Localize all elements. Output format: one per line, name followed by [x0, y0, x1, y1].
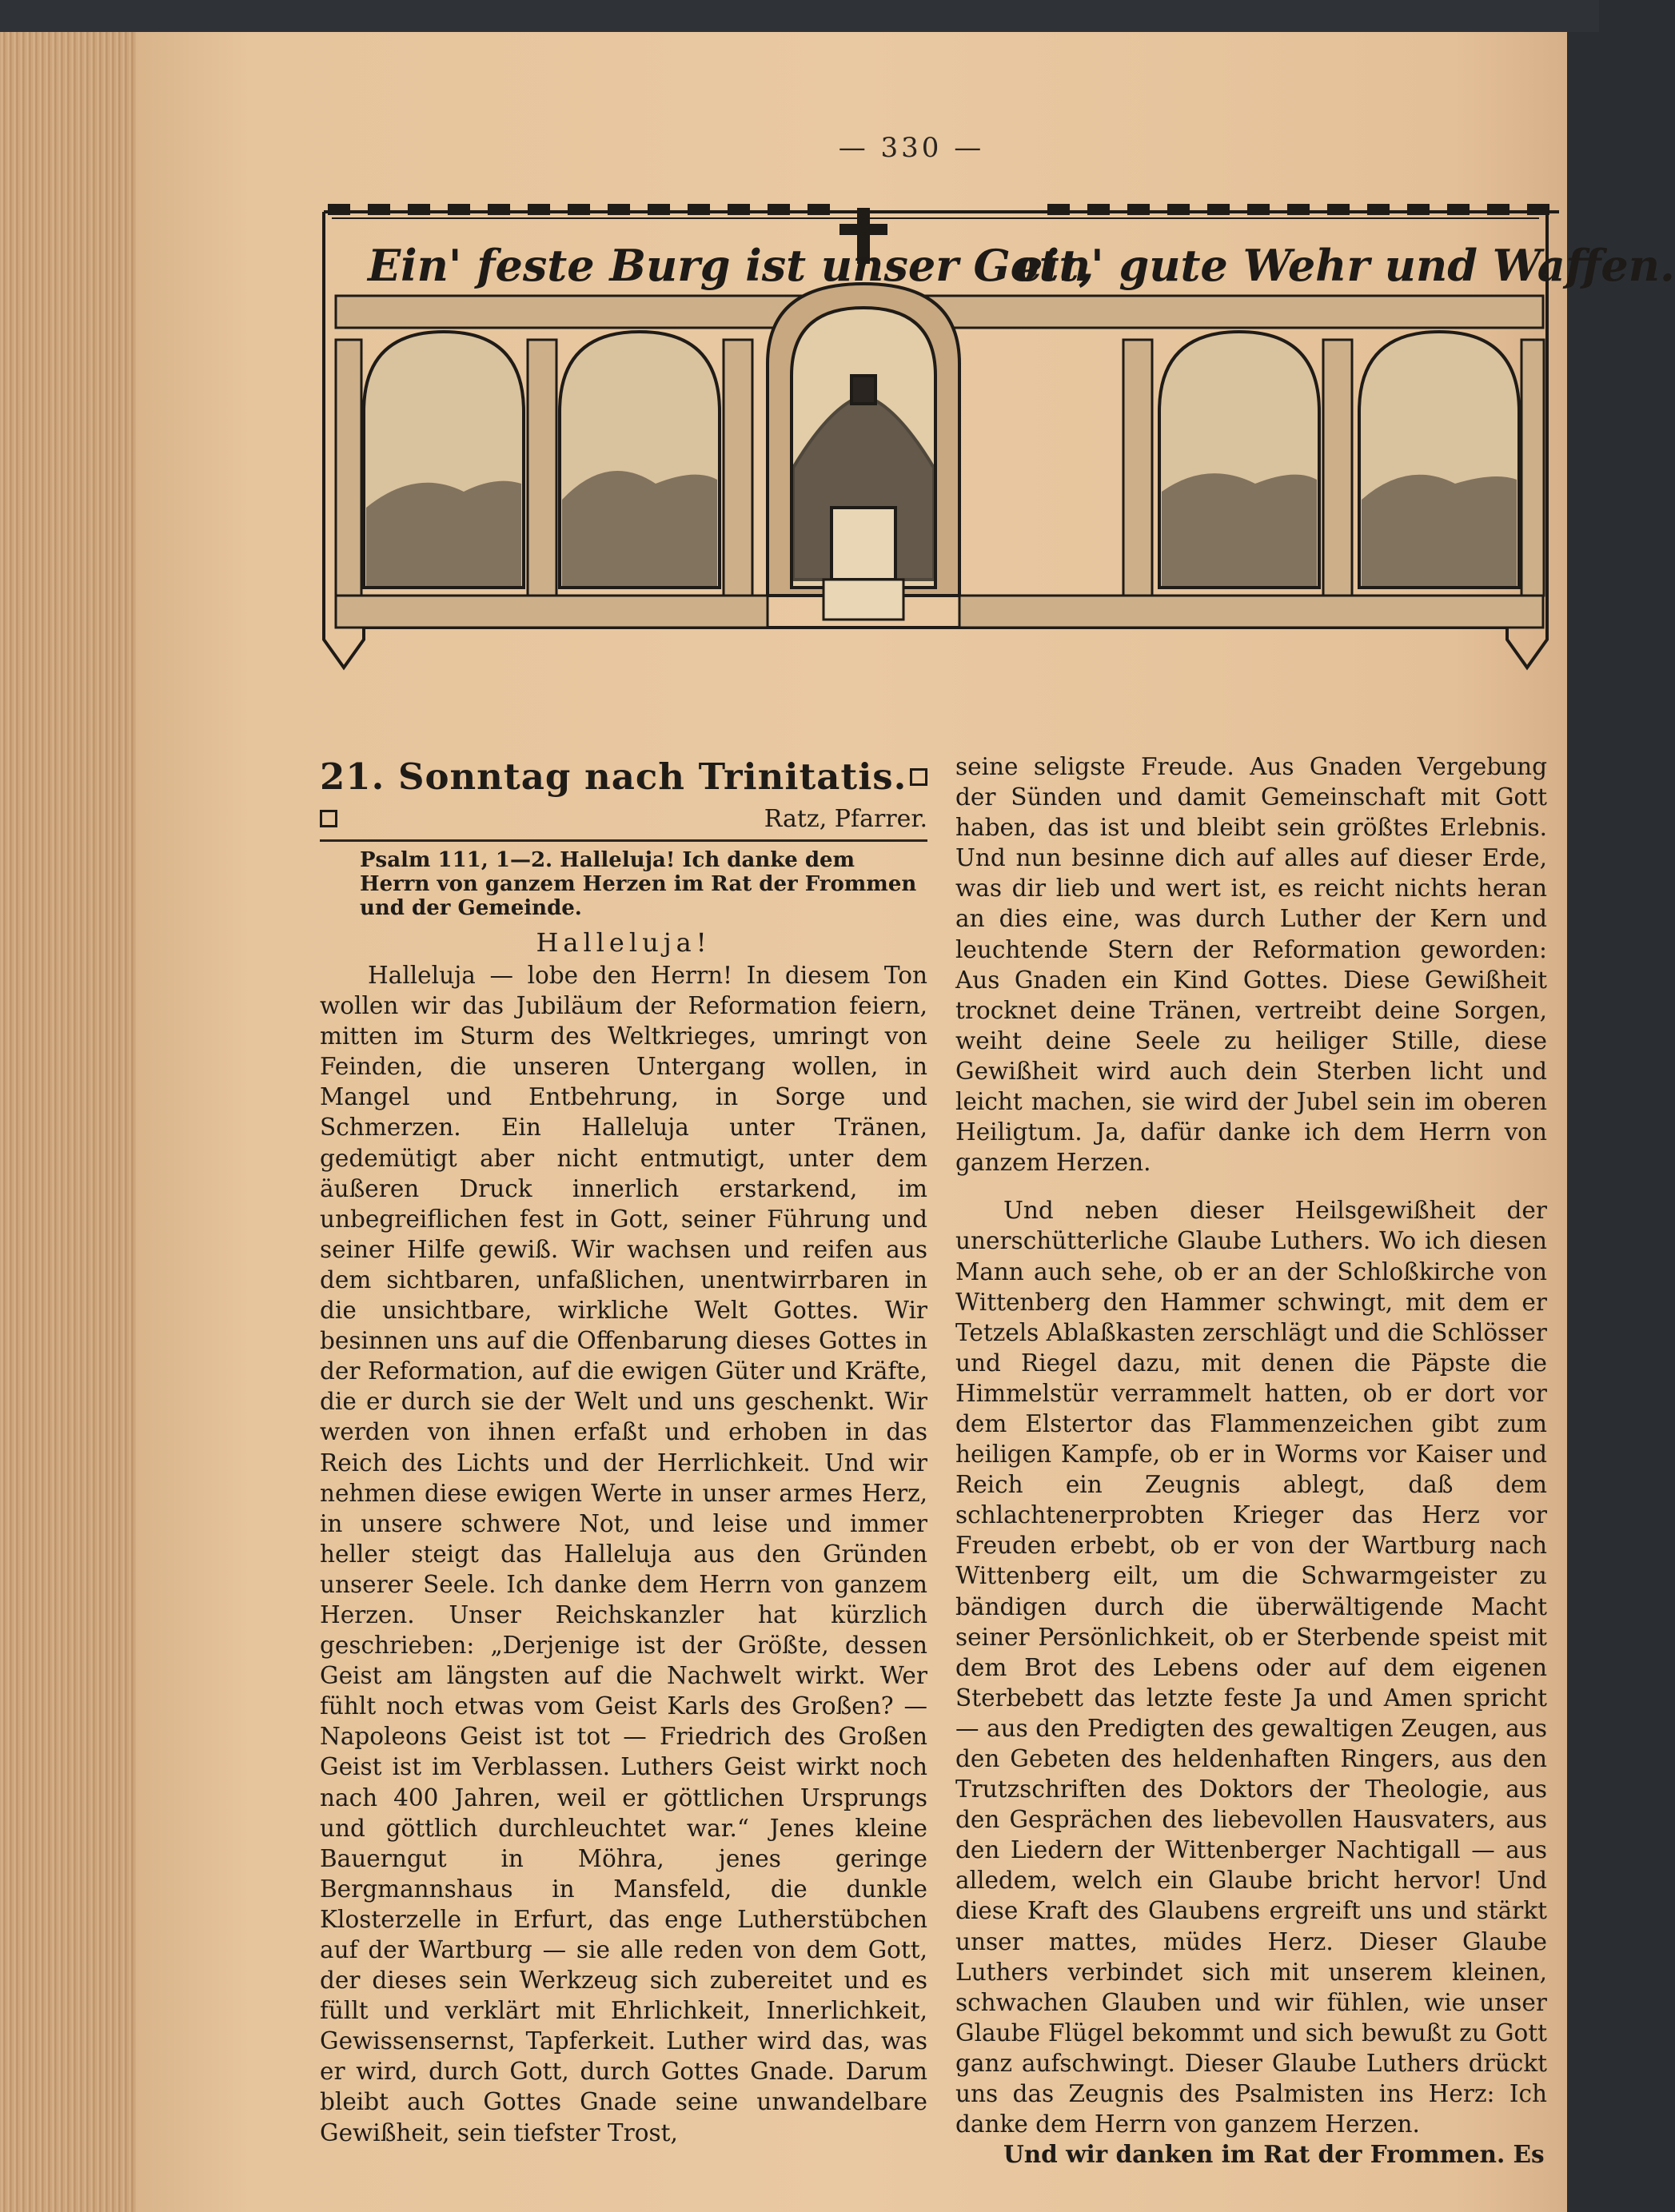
- central-tower: [768, 284, 959, 596]
- banner-title-right: ein' gute Wehr und Waffen.: [1015, 240, 1675, 291]
- left-column: [320, 751, 927, 2148]
- halleluja-heading: Halleluja!: [536, 927, 712, 958]
- article-author: Ratz, Pfarrer.: [764, 804, 927, 833]
- author-row: [320, 803, 927, 835]
- divider: [320, 839, 927, 842]
- right-paragraph-2: Und neben dieser Heilsgewißheit der unerschütterliche Glaube Luthers. Wo ich diesen Mann auch sehe, ob er an der Schloßkirche von Wittenberg den Hammer schwingt, mit dem er Tetzels Ablaßkasten zerschlägt und die Schlösser und Riegel dazu, mit denen die Päpste die Himmelstür verrammelt hatten, ob er dort vor dem Elstertor das Flammenzeichen gibt zum heiligen Kampfe, ob er in Worms vor Kaiser und Reich ein Zeugnis ablegt, daß dem schlachtenerprobten Krieger das Herz vor Freuden erbebt, ob er von der Wartburg nach Wittenberg eilt, um die Schwarmgeister zu bändigen durch die überwältigende Macht seiner Persönlichkeit, ob er Sterbende speist mit dem Brot des Lebens oder auf dem eigenen Sterbebett das letzte feste Ja und Amen spricht — aus den Predigten des gewaltigen Zeugen, aus den Gebeten des heldenhaften Ringers, aus den Trutzschriften des Doktors der Theologie, aus den Gesprächen des liebevollen Hausvaters, aus den Liedern der Wittenberger Nachtigall — aus alledem, welch ein Glaube bricht hervor! Und diese Kraft des Glaubens ergreift uns und stärkt unser mattes, müdes Herz. Dieser Glaube Luthers verbindet sich mit unserem kleinen, schwachen Glauben und wir fühlen, wie unser Glaube Flügel bekommt und sich bewußt zu Gott ganz aufschwingt. Dieser Glaube Luthers drückt uns das Zeugnis des Psalmisten ins Herz: Ich danke dem Herrn von ganzem Herzen.: [955, 1197, 1547, 2138]
- banner-title-left: Ein' feste Burg ist unser Gott,: [368, 240, 1095, 291]
- right-paragraph-1: seine seligste Freude. Aus Gnaden Vergebung der Sünden und damit Gemeinschaft mit Gott haben, das ist und bleibt sein größtes Erlebnis. Und nun besinne dich auf alles auf dieser Erde, was dir lieb und wert ist, es reicht nichts heran an dies eine, was durch Luther der Kern und leuchtende Stern der Reformation geworden: Aus Gnaden ein Kind Gottes. Diese Gewißheit trocknet deine Tränen, vertreibt deine Sorgen, weiht deine Seele zu heiliger Stille, diese Gewißheit wird auch dein Sterben licht und leicht machen, sie wird der Jubel sein im oberen Heiligtum. Ja, dafür danke ich dem Herrn von ganzem Herzen.: [955, 753, 1547, 1177]
- square-ornament-icon: [910, 768, 927, 786]
- left-paragraph: Halleluja — lobe den Herrn! In diesem Ton wollen wir das Jubiläum der Reformation feiern, mitten im Sturm des Weltkrieges, umringt von Feinden, die unseren Untergang wollen, in Mangel und Entbehrung, in Sorge und Schmerzen. Ein Halleluja unter Tränen, gedemütigt aber nicht entmutigt, unter dem äußeren Druck innerlich erstarkend, im unbegreiflichen fest in Gott, seiner Führung und seiner Hilfe gewiß. Wir wachsen und reifen aus dem sichtbaren, unfaßlichen, unentwirrbaren in die unsichtbare, wirkliche Welt Gottes. Wir besinnen uns auf die Offenbarung dieses Gottes in der Reformation, auf die ewigen Güter und Kräfte, die er durch sie der Welt und uns geschenkt. Wir werden von ihnen erfaßt und erhoben in das Reich des Lichts und der Herrlichkeit. Und wir nehmen diese ewigen Werte in unser armes Herz, in unsere schwere Not, und leise und immer heller steigt das Halleluja aus den Gründen unserer Seele. Ich danke dem Herrn von ganzem Herzen. Unser Reichskanzler hat kürzlich geschrieben: „Derjenige ist der Größte, dessen Geist am längsten auf die Nachwelt wirkt. Wer fühlt noch etwas vom Geist Karls des Großen? — Napoleons Geist ist tot — Friedrich des Großen Geist ist im Verblassen. Luthers Geist wirkt noch nach 400 Jahren, weil er göttlichen Ursprungs und göttlich durchleuchtet war.“ Jenes kleine Bauerngut in Möhra, jenes geringe Bergmannshaus in Mansfeld, die dunkle Klosterzelle in Erfurt, das enge Lutherstübchen auf der Wartburg — sie alle reden von dem Gott, der dieses sein Werkzeug sich zubereitet und es füllt und verklärt mit Ehrlichkeit, Innerlichkeit, Gewissensernst, Tapferkeit. Luther wird das, was er wird, durch Gott, durch Gottes Gnade. Darum bleibt auch Gottes Gnade seine unwandelbare Gewißheit, sein tiefster Trost,: [320, 962, 927, 2146]
- closing-line: Und wir danken im Rat der Frommen. Es: [1003, 2140, 1545, 2169]
- right-column: [955, 751, 1547, 2170]
- psalm-citation: Psalm 111, 1—2. Halleluja! Ich danke dem Herrn von ganzem Herzen im Rat der Frommen und der Gemeinde.: [360, 848, 917, 920]
- heading-row: [320, 751, 927, 803]
- page-number: — 330 —: [838, 132, 985, 164]
- article-heading: 21. Sonntag nach Trinitatis.: [320, 755, 907, 798]
- square-ornament-icon: [320, 810, 337, 827]
- page-right-shadow: [1567, 32, 1599, 2212]
